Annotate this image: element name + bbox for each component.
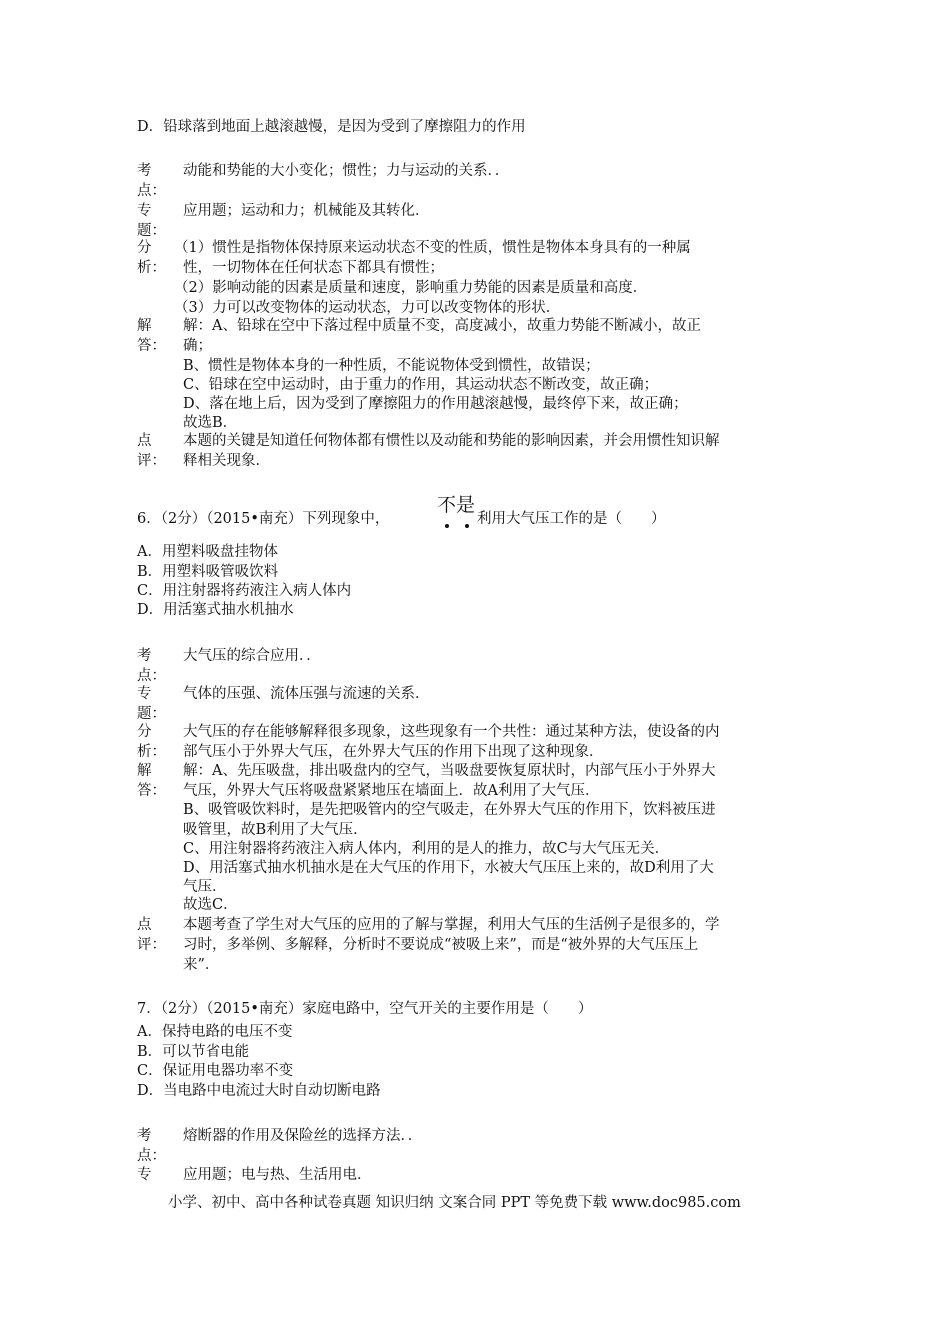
q7-option: D．当电路中电流过大时自动切断电路 (137, 1083, 381, 1099)
q6-option: C．用注射器将药液注入病人体内 (137, 583, 352, 599)
page-footer: 小学、初中、高中各种试卷真题 知识归纳 文案合同 PPT 等免费下载 www.doc985.com (168, 1195, 741, 1211)
q5-jieda-line: 解：A、铅球在空中下落过程中质量不变，高度减小，故重力势能不断减小，故正 (183, 318, 701, 334)
q5-dianping-label-2: 评： (137, 453, 166, 469)
q6-stem-prefix: 6．（2分）（2015•南充）下列现象中， (137, 511, 390, 527)
q7-kaodian-label-1: 考 (137, 1128, 152, 1144)
q7-kaodian-text: 熔断器的作用及保险丝的选择方法．． (183, 1128, 423, 1144)
q6-jieda-line: C、用注射器将药液注入病人体内，利用的是人的推力，故C与大气压无关． (183, 841, 670, 857)
q6-kaodian-label-2: 点： (137, 668, 166, 684)
emphasis-dot (445, 524, 449, 528)
q6-dianping-line: 来”． (183, 957, 220, 973)
q6-kaodian-text: 大气压的综合应用．． (183, 648, 321, 664)
q6-fenxi-label-1: 分 (137, 724, 152, 740)
q6-option: B．用塑料吸管吸饮料 (137, 564, 279, 580)
q6-dianping-label-2: 评： (137, 937, 166, 953)
q5-jieda-line: 故选B． (183, 415, 238, 431)
q5-jieda-line: D、落在地上后，因为受到了摩擦阻力的作用越滚越慢，最终停下来，故正确； (183, 396, 688, 412)
q6-zhuanti-label-1: 专 (137, 686, 152, 702)
q5-dianping-line: 释相关现象． (183, 453, 270, 469)
q7-zhuanti-label-1: 专 (137, 1167, 152, 1183)
q6-jieda-label-1: 解 (137, 763, 152, 779)
q5-dianping-line: 本题的关键是知道任何物体都有惯性以及动能和势能的影响因素，并会用惯性知识解 (183, 433, 720, 449)
q5-zhuanti-label-2: 题： (137, 223, 166, 239)
q6-jieda-line: B、吸管吸饮料时，是先把吸管内的空气吸走，在外界大气压的作用下，饮料被压进 (183, 802, 716, 818)
q5-fenxi-label-1: 分 (137, 240, 152, 256)
q5-jieda-line: B、惯性是物体本身的一种性质，不能说物体受到惯性，故错误； (183, 358, 600, 374)
q5-fenxi-line: （2）影响动能的因素是质量和速度，影响重力势能的因素是质量和高度． (174, 280, 648, 296)
q6-jieda-line: 故选C． (183, 897, 238, 913)
q5-fenxi-line: （1）惯性是指物体保持原来运动状态不变的性质，惯性是物体本身具有的一种属 (174, 240, 691, 256)
emphasis-dot (465, 524, 469, 528)
q6-zhuanti-label-2: 题： (137, 706, 166, 722)
q6-jieda-line: 气压，外界大气压将吸盘紧紧地压在墙面上．故A利用了大气压． (183, 783, 600, 799)
q6-zhuanti-text: 气体的压强、流体压强与流速的关系． (183, 686, 430, 702)
q5-fenxi-line: （3）力可以改变物体的运动状态，力可以改变物体的形状． (174, 300, 561, 316)
q6-jieda-line: 吸管里，故B利用了大气压． (183, 822, 368, 838)
q6-stem-emphasis: 不是 (437, 494, 476, 516)
q6-jieda-label-2: 答： (137, 783, 166, 799)
q5-jieda-line: 确； (183, 338, 212, 354)
q6-fenxi-line: 大气压的存在能够解释很多现象，这些现象有一个共性：通过某种方法，使设备的内 (183, 724, 720, 740)
q5-fenxi-line: 性，一切物体在任何状态下都具有惯性； (183, 260, 444, 276)
q5-kaodian-label-2: 点： (137, 183, 166, 199)
q5-dianping-label-1: 点 (137, 433, 152, 449)
q6-fenxi-line: 部气压小于外界大气压，在外界大气压的作用下出现了这种现象． (183, 744, 604, 760)
q7-option: C．保证用电器功率不变 (137, 1063, 294, 1079)
q6-option: D．用活塞式抽水机抽水 (137, 602, 294, 618)
q6-jieda-line: D、用活塞式抽水机抽水是在大气压的作用下，水被大气压压上来的，故D利用了大 (183, 860, 714, 876)
q7-option: A．保持电路的电压不变 (137, 1024, 293, 1040)
q5-option-d: D．铅球落到地面上越滚越慢，是因为受到了摩擦阻力的作用 (137, 119, 526, 135)
q7-zhuanti-text: 应用题；电与热、生活用电． (183, 1167, 372, 1183)
q6-dianping-line: 本题考查了学生对大气压的应用的了解与掌握，利用大气压的生活例子是很多的，学 (183, 917, 720, 933)
q5-jieda-label-1: 解 (137, 318, 152, 334)
q6-jieda-line: 解：A、先压吸盘，排出吸盘内的空气，当吸盘要恢复原状时，内部气压小于外界大 (183, 763, 716, 779)
q6-dianping-line: 习时，多举例、多解释，分析时不要说成“被吸上来”，而是“被外界的大气压压上 (183, 937, 699, 953)
q5-kaodian-text: 动能和势能的大小变化；惯性；力与运动的关系．． (183, 163, 510, 179)
q5-kaodian-label-1: 考 (137, 163, 152, 179)
q6-dianping-label-1: 点 (137, 917, 152, 933)
q6-fenxi-label-2: 析： (137, 744, 166, 760)
q6-jieda-line: 气压． (183, 879, 227, 895)
q5-zhuanti-text: 应用题；运动和力；机械能及其转化． (183, 203, 430, 219)
q7-stem: 7．（2分）（2015•南充）家庭电路中，空气开关的主要作用是（ ） (137, 1001, 593, 1017)
q5-jieda-line: C、铅球在空中运动时，由于重力的作用，其运动状态不断改变，故正确； (183, 377, 659, 393)
q5-jieda-label-2: 答： (137, 338, 166, 354)
q5-fenxi-label-2: 析： (137, 260, 166, 276)
q5-zhuanti-label-1: 专 (137, 203, 152, 219)
q7-option: B．可以节省电能 (137, 1044, 250, 1060)
q6-stem-suffix: 利用大气压工作的是（ ） (477, 511, 666, 527)
q6-option: A．用塑料吸盘挂物体 (137, 544, 278, 560)
q6-kaodian-label-1: 考 (137, 648, 152, 664)
q7-kaodian-label-2: 点： (137, 1148, 166, 1164)
